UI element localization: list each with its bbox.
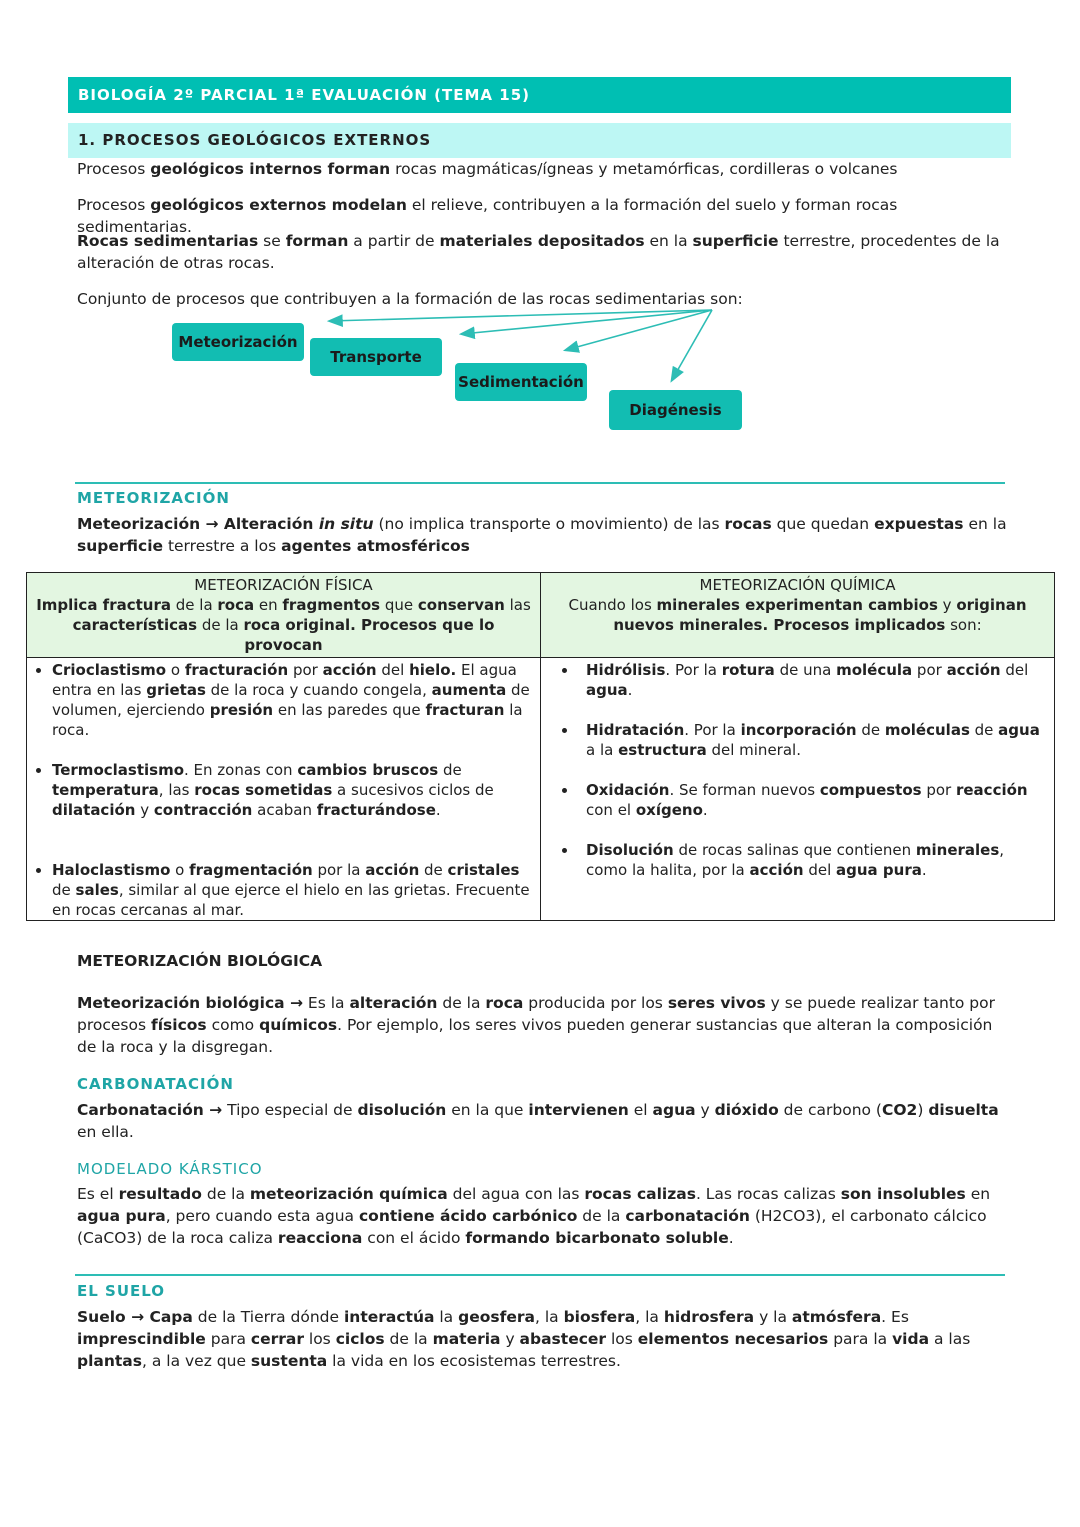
text-run: dióxido (714, 1101, 779, 1119)
text-run: y (695, 1101, 715, 1119)
text-run: . Por la (665, 661, 722, 679)
text-run: en la (644, 232, 693, 250)
text-run: . Se forman nuevos (669, 781, 820, 799)
text-run: Meteorización → Alteración (77, 515, 319, 533)
text-run: , las (158, 781, 195, 799)
text-run: superficie (692, 232, 779, 250)
karst-text (77, 1183, 1012, 1249)
text-run: en la (963, 515, 1007, 533)
text-run: Hidrólisis (586, 661, 666, 679)
divider (75, 1274, 1005, 1276)
text-run: agua (998, 721, 1040, 739)
text-run: agua (652, 1101, 696, 1119)
process-box-diagenesis: Diagénesis (609, 390, 742, 430)
text-run: son insolubles (840, 1185, 966, 1203)
text-run: acción (749, 861, 804, 879)
text-run: Carbonatación → (77, 1101, 223, 1119)
text-run: de la (577, 1207, 626, 1225)
text-run: de (419, 861, 448, 879)
text-run: temperatura (52, 781, 159, 799)
text-run: del (1000, 661, 1029, 679)
text-run: in situ (318, 515, 374, 533)
text-run: de (438, 761, 462, 779)
text-run: de (52, 881, 76, 899)
text-run: Cuando los (568, 596, 657, 614)
divider (75, 482, 1005, 484)
text-run: . (627, 681, 633, 699)
text-run: en las paredes que (273, 701, 426, 719)
text-run: de carbono ( (778, 1101, 882, 1119)
text-run: y (500, 1330, 520, 1348)
text-run: oxígeno (635, 801, 703, 819)
text-run: . (702, 801, 708, 819)
text-run: . Las rocas calizas (695, 1185, 841, 1203)
fisica-title: METEORIZACIÓN FÍSICA (194, 576, 373, 594)
text-run: presión (209, 701, 274, 719)
text-run: se (258, 232, 286, 250)
text-run: Tipo especial de (222, 1101, 358, 1119)
text-run: molécula (836, 661, 913, 679)
text-run: resultado (118, 1185, 202, 1203)
text-run: Suelo → Capa (77, 1308, 193, 1326)
text-run: de una (774, 661, 837, 679)
suelo-text (77, 1306, 1012, 1372)
text-run: rotura (721, 661, 775, 679)
text-run: Oxidación (586, 781, 670, 799)
text-run: de la (170, 596, 218, 614)
text-run: rocas (724, 515, 772, 533)
text-run: agua pura (77, 1207, 166, 1225)
text-run: seres vivos (667, 994, 766, 1012)
text-run: de (856, 721, 885, 739)
text-run: biosfera (563, 1308, 636, 1326)
text-run: a sucesivos ciclos de (332, 781, 494, 799)
text-run: de la (437, 994, 486, 1012)
text-run: ciclos (335, 1330, 385, 1348)
text-run: fracturación (184, 661, 289, 679)
text-run: geológicos externos modelan (150, 196, 407, 214)
text-run: del agua con las (447, 1185, 585, 1203)
arrow-to-sedimentacion (566, 310, 712, 350)
text-run: por (288, 661, 323, 679)
text-run: El agua entra en las (52, 661, 517, 699)
text-run: las (504, 596, 531, 614)
text-run: . Por la (684, 721, 741, 739)
text-run: Procesos (77, 196, 151, 214)
text-run: abastecer (519, 1330, 607, 1348)
text-run: y (135, 801, 154, 819)
text-run: . (921, 861, 927, 879)
text-run: geológicos internos forman (150, 160, 391, 178)
text-run: compuestos (819, 781, 922, 799)
text-run: minerales (915, 841, 1000, 859)
text-run: terrestre a los (163, 537, 282, 555)
text-run: , la (534, 1308, 564, 1326)
meteorizacion-text (77, 513, 1012, 557)
list-item (578, 720, 1046, 760)
text-run: agua (586, 681, 628, 699)
text-run: en (965, 1185, 991, 1203)
text-run: hidrosfera (663, 1308, 755, 1326)
text-run: moléculas (884, 721, 970, 739)
text-run: y se puede realizar tanto por procesos (77, 994, 995, 1034)
text-run: y la (754, 1308, 792, 1326)
text-run: atmósfera (791, 1308, 882, 1326)
text-run: . Por ejemplo, los seres vivos pueden generar sustancias que alteran la composición de la roca y la disgregan. (77, 1016, 993, 1056)
text-run: o (166, 661, 185, 679)
text-run: y (937, 596, 957, 614)
text-run: por (912, 661, 947, 679)
text-run: contracción (153, 801, 253, 819)
fisica-desc (35, 595, 532, 655)
text-run: de la roca y cuando congela, (205, 681, 432, 699)
text-run: cambios bruscos (297, 761, 439, 779)
karst-heading: MODELADO KÁRSTICO (77, 1160, 263, 1178)
text-run: Procesos (77, 160, 151, 178)
text-run: para (205, 1330, 251, 1348)
text-run: hielo. (409, 661, 457, 679)
text-run: originan nuevos minerales. Procesos implicados (613, 596, 1027, 634)
text-run: la vida en los ecosistemas terrestres. (327, 1352, 621, 1370)
document-title: BIOLOGÍA 2º PARCIAL 1ª EVALUACIÓN (TEMA 15) (68, 77, 1011, 113)
list-item (52, 660, 532, 740)
text-run: alteración (349, 994, 438, 1012)
list-item (578, 840, 1046, 880)
list-item (578, 780, 1046, 820)
text-run: como (206, 1016, 260, 1034)
text-run: del mineral. (706, 741, 801, 759)
text-run: la (434, 1308, 459, 1326)
text-run: forman (285, 232, 349, 250)
text-run: Disolución (586, 841, 674, 859)
text-run: rocas calizas (584, 1185, 696, 1203)
text-run: de rocas salinas que contienen (673, 841, 916, 859)
text-run: superficie (77, 537, 164, 555)
text-run: por (921, 781, 956, 799)
text-run: vida (892, 1330, 930, 1348)
text-run: . (435, 801, 441, 819)
text-run: dilatación (52, 801, 136, 819)
list-item (52, 760, 532, 820)
text-run: producida por los (523, 994, 668, 1012)
text-run: Termoclastismo (52, 761, 185, 779)
text-run: agentes atmosféricos (281, 537, 470, 555)
text-run: son: (945, 616, 982, 634)
list-item (52, 860, 532, 920)
text-run: del (803, 861, 837, 879)
text-run: Rocas sedimentarias (77, 232, 259, 250)
text-run: minerales experimentan cambios (656, 596, 938, 614)
meteorizacion-heading: METEORIZACIÓN (77, 489, 230, 507)
text-run: la roca. (52, 701, 523, 739)
text-run: con el ácido (362, 1229, 466, 1247)
text-run: roca original. Procesos que lo provocan (243, 616, 495, 654)
text-run: Meteorización biológica → (77, 994, 303, 1012)
text-run: acción (365, 861, 420, 879)
quimica-desc (549, 595, 1046, 635)
arrow-to-diagenesis (672, 310, 712, 380)
text-run: Haloclastismo (52, 861, 171, 879)
text-run: carbonatación (625, 1207, 750, 1225)
text-run: para la (828, 1330, 893, 1348)
text-run: expuestas (874, 515, 964, 533)
text-run: estructura (618, 741, 707, 759)
process-box-transporte: Transporte (310, 338, 442, 376)
text-run: cerrar (250, 1330, 304, 1348)
text-run: Conjunto de procesos que contribuyen a la formación de las rocas sedimentarias son: (77, 290, 743, 308)
text-run: fracturan (425, 701, 505, 719)
text-run: roca (217, 596, 255, 614)
text-run: Es la (302, 994, 350, 1012)
text-run: de la (201, 1185, 250, 1203)
text-run: Hidratación (586, 721, 685, 739)
text-run: agua pura (836, 861, 922, 879)
text-run: roca (485, 994, 524, 1012)
quimica-header (541, 573, 1055, 658)
text-run: sales (75, 881, 119, 899)
text-run: (no implica transporte o movimiento) de las (373, 515, 725, 533)
meteorizacion-table (26, 572, 1055, 921)
text-run: físicos (150, 1016, 207, 1034)
text-run: en (254, 596, 283, 614)
text-run: Crioclastismo (52, 661, 167, 679)
quimica-list-cell (541, 658, 1055, 921)
text-run: geosfera (458, 1308, 535, 1326)
biologica-heading: METEORIZACIÓN BIOLÓGICA (77, 952, 323, 970)
section-heading: 1. PROCESOS GEOLÓGICOS EXTERNOS (68, 123, 1011, 158)
text-run: por la (312, 861, 366, 879)
text-run: de (969, 721, 999, 739)
text-run: que quedan (771, 515, 875, 533)
text-run: . En zonas con (184, 761, 298, 779)
text-run: de la (197, 616, 244, 634)
text-run: del (376, 661, 410, 679)
text-run: en ella. (77, 1123, 134, 1141)
text-run: rocas magmáticas/ígneas y metamórficas, cordilleras o volcanes (390, 160, 898, 178)
text-run: rocas sometidas (194, 781, 333, 799)
text-run: meteorización química (249, 1185, 448, 1203)
text-run: disuelta (928, 1101, 999, 1119)
text-run: el relieve, contribuyen a la formación del suelo y forman rocas sedimentarias. (77, 196, 898, 236)
text-run: reacción (955, 781, 1028, 799)
text-run: fragmentación (189, 861, 313, 879)
quimica-title: METEORIZACIÓN QUÍMICA (699, 576, 896, 594)
text-run: aumenta (431, 681, 507, 699)
fisica-list-cell (27, 658, 541, 921)
text-run: . Es (881, 1308, 909, 1326)
carbonatacion-text (77, 1099, 1012, 1143)
text-run: formando bicarbonato soluble (465, 1229, 729, 1247)
text-run: a la (586, 741, 619, 759)
suelo-heading: EL SUELO (77, 1282, 166, 1300)
text-run: interactúa (343, 1308, 435, 1326)
text-run: terrestre, procedentes de la alteración de otras rocas. (77, 232, 1000, 272)
text-run: ) (917, 1101, 929, 1119)
text-run: incorporación (740, 721, 857, 739)
text-run: , a la vez que (142, 1352, 251, 1370)
text-run: reacciona (277, 1229, 363, 1247)
text-run: acción (946, 661, 1001, 679)
fisica-header (27, 573, 541, 658)
text-run: fracturándose (316, 801, 436, 819)
text-run: acción (322, 661, 377, 679)
text-run: CO2 (881, 1101, 918, 1119)
text-run: fragmentos (282, 596, 381, 614)
text-run: , similar al que ejerce el hielo en las grietas. Frecuente en rocas cercanas al mar. (52, 881, 530, 919)
text-run: de la (384, 1330, 433, 1348)
text-run: los (303, 1330, 336, 1348)
process-box-meteorizacion: Meteorización (172, 323, 304, 361)
text-run: grietas (146, 681, 206, 699)
text-run: o (170, 861, 190, 879)
text-run: , pero cuando esta agua (165, 1207, 359, 1225)
text-run: que (380, 596, 418, 614)
text-run: a las (929, 1330, 971, 1348)
text-run: los (606, 1330, 638, 1348)
list-item (578, 660, 1046, 700)
text-run: acaban (252, 801, 317, 819)
text-run: (H2CO3), el carbonato cálcico (CaCO3) de la roca caliza (77, 1207, 987, 1247)
text-run: . (728, 1229, 734, 1247)
text-run: con el (586, 801, 636, 819)
text-run: plantas (77, 1352, 142, 1370)
carbonatacion-heading: CARBONATACIÓN (77, 1075, 234, 1093)
text-run: químicos (259, 1016, 338, 1034)
text-run: de volumen, ejerciendo (52, 681, 530, 719)
text-run: cristales (447, 861, 520, 879)
text-run: conservan (417, 596, 505, 614)
text-run: en la que (446, 1101, 529, 1119)
text-run: materiales depositados (439, 232, 645, 250)
text-run: el (628, 1101, 653, 1119)
text-run: materia (432, 1330, 501, 1348)
biologica-text (77, 992, 1012, 1058)
process-box-sedimentacion: Sedimentación (455, 363, 587, 401)
text-run: , como la halita, por la (586, 841, 1005, 879)
text-run: sustenta (250, 1352, 328, 1370)
text-run: a partir de (348, 232, 440, 250)
text-run: Implica fractura (36, 596, 171, 614)
text-run: , la (635, 1308, 664, 1326)
text-run: características (72, 616, 198, 634)
text-run: elementos necesarios (637, 1330, 829, 1348)
text-run: disolución (357, 1101, 447, 1119)
text-run: de la Tierra dónde (192, 1308, 344, 1326)
text-run: Es el (77, 1185, 119, 1203)
text-run: imprescindible (77, 1330, 206, 1348)
text-run: contiene ácido carbónico (358, 1207, 578, 1225)
text-run: intervienen (528, 1101, 629, 1119)
